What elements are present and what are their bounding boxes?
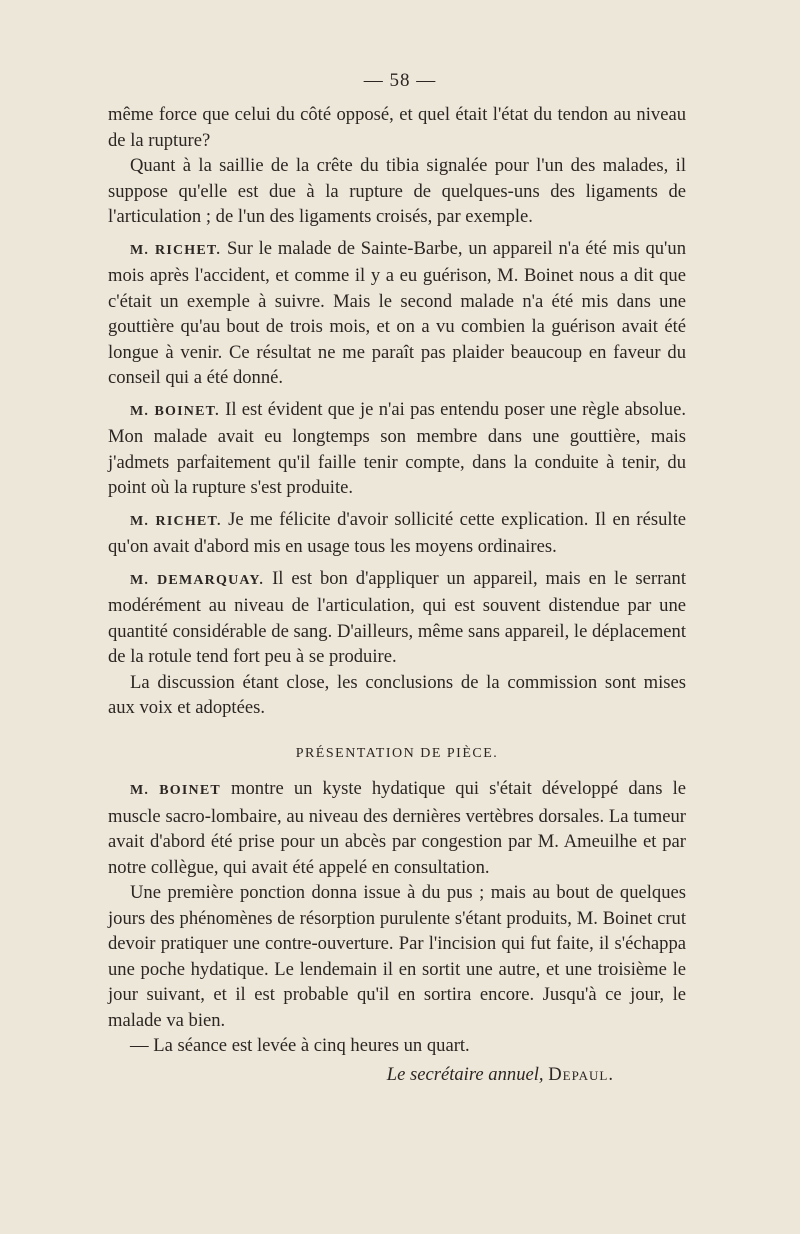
- page-body: [108, 102, 686, 1087]
- paragraph: Une première ponction donna issue à du pus ; mais au bout de quelques jours des phénomènes de résorption purulente s'étant produits, M. Boinet crut devoir pratiquer une contre-ouverture. Par l'incision qui fut faite, il s'échappa une poche hydatique. Le lendemain il en sortit une autre, et une troisième le jour suivant, et il est probable qu'il en sortira encore. Jusqu'à ce jour, le malade va bien.: [108, 882, 686, 1031]
- signature-role: Le secrétaire annuel,: [386, 1063, 544, 1085]
- speech-richet: [108, 236, 686, 391]
- speech-boinet-presentation: [108, 776, 686, 880]
- speech-text: Sur le malade de Sainte-Barbe, un appareil n'a été mis qu'un mois après l'accident, et comme il y a eu guérison, M. Boinet nous a dit que c'était un exemple à suivre. Mais le second malade n'a été mis dans une gouttière qu'au bout de trois mois, et on a vu combien la guérison avait été longue à venir. Ce résultat ne me paraît pas plaider beaucoup en faveur du conseil qui a été donné.: [108, 237, 686, 388]
- speaker-name: M. RICHET.: [130, 513, 222, 529]
- speaker-name: M. DEMARQUAY.: [130, 572, 265, 588]
- signature-name: Depaul.: [548, 1063, 614, 1085]
- speech-text: Il est bon d'appliquer un appareil, mais en le serrant modérément au niveau de l'articulation, qui est souvent distendue par une quantité considérable de sang. D'ailleurs, même sans appareil, le déplacement de la rotule tend fort peu à se produire.: [108, 567, 686, 667]
- speaker-name: M. RICHET.: [130, 242, 222, 258]
- paragraph: Quant à la saillie de la crête du tibia signalée pour l'un des malades, il suppose qu'elle est due à la rupture de quelques-uns des ligaments de l'articulation ; de l'un des ligaments croisés, par exemple.: [108, 155, 686, 227]
- section-heading: PRÉSENTATION DE PIÈCE.: [295, 745, 499, 761]
- signature: [108, 1062, 686, 1088]
- page-number: — 58 —: [363, 70, 437, 91]
- speech-text: Je me félicite d'avoir sollicité cette explication. Il en résulte qu'on avait d'abord mis en usage tous les moyens ordinaires.: [108, 508, 686, 557]
- speech-demarquay: [108, 566, 686, 670]
- speech-text: montre un kyste hydatique qui s'était développé dans le muscle sacro-lombaire, au niveau des dernières vertèbres dorsales. La tumeur avait d'abord été prise pour un abcès par congestion par M. Ameuilhe et par notre collègue, qui avait été appelé en consultation.: [108, 778, 686, 878]
- paragraph: La discussion étant close, les conclusions de la commission sont mises aux voix et adoptées.: [108, 671, 686, 718]
- closing-line: — La séance est levée à cinq heures un quart.: [130, 1035, 470, 1056]
- speech-richet-2: [108, 507, 686, 560]
- speech-boinet: [108, 397, 686, 501]
- paragraph-continuation: même force que celui du côté opposé, et quel était l'état du tendon au niveau de la rupture?: [108, 104, 686, 151]
- speaker-name: M. BOINET.: [130, 403, 220, 419]
- speaker-name: M. BOINET: [130, 783, 221, 798]
- speech-text: Il est évident que je n'ai pas entendu poser une règle absolue. Mon malade avait eu longtemps son membre dans une gouttière, mais j'admets parfaitement qu'il faille tenir compte, dans la conduite à tenir, du point où la rupture s'est produite.: [108, 398, 686, 498]
